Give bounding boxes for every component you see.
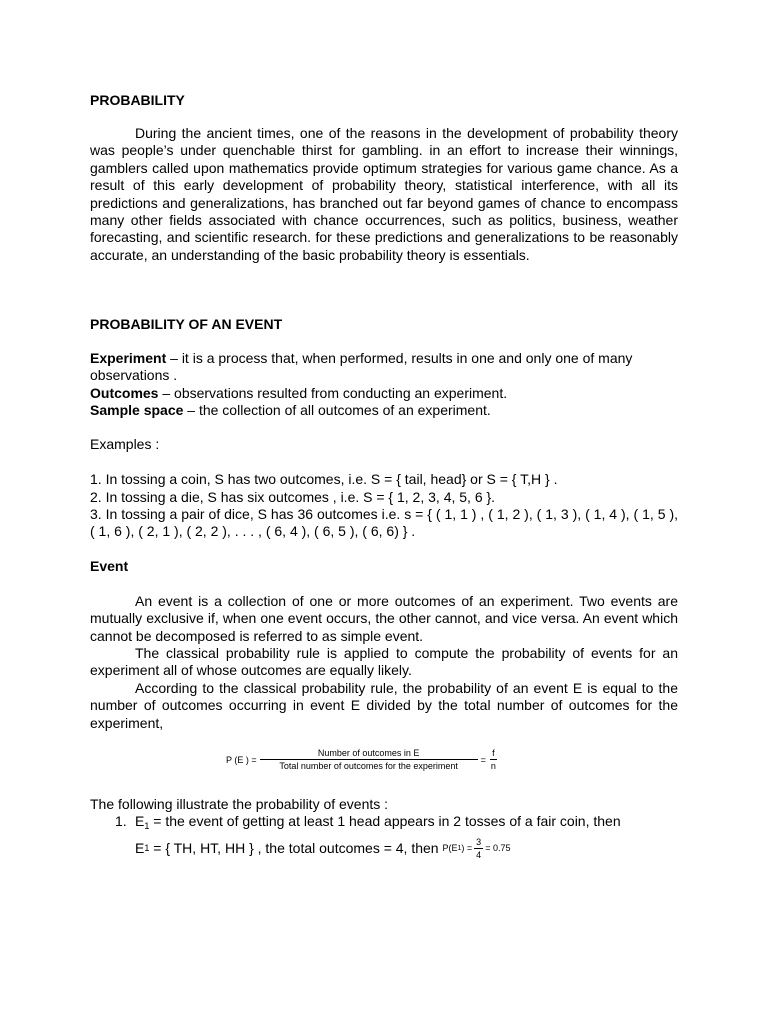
result-subscript: 1 bbox=[457, 844, 462, 852]
examples-label: Examples : bbox=[90, 436, 160, 452]
example-item: 1. In tossing a coin, S has two outcomes, i.e. S = { tail, head} or S = { T,H } . bbox=[90, 471, 558, 487]
illustration-description: = { TH, HT, HH } , the total outcomes = 4, then bbox=[149, 839, 443, 856]
result-numerator: 3 bbox=[476, 837, 482, 847]
event-symbol: E bbox=[135, 813, 145, 829]
probability-formula bbox=[226, 747, 498, 772]
definition-outcomes bbox=[90, 385, 678, 402]
intro-paragraph: During the ancient times, one of the reasons in the development of probability theory was people’s under quenchable thirst for gambling. in an effort to increase their winnings, gamblers called upon mathematics provide optimum strategies for various game chance. As a result of this early development of probability theory, statistical interference, with all its predictions and generalizations, has branched out far beyond games of chance to encompass many other fields associated with chance occurrences, such as politics, business, weather forecasting, and scientific research. for these predictions and generalizations to be reasonably accurate, an understanding of the basic probability theory is essentials. bbox=[90, 125, 678, 263]
result-equals: ) = bbox=[461, 842, 473, 853]
result-formula bbox=[442, 836, 510, 861]
event-paragraph: According to the classical probability rule, the probability of an event E is equal to the number of outcomes occurring in event E divided by the total number of outcomes for the experiment, bbox=[90, 680, 678, 731]
definition-experiment bbox=[90, 350, 678, 385]
formula-rhs-fraction bbox=[489, 747, 498, 772]
definition-text: – it is a process that, when performed, results in one and only one of many observations . bbox=[90, 350, 633, 384]
definition-term: Sample space bbox=[90, 402, 184, 418]
formula-rhs-numerator: f bbox=[492, 748, 495, 758]
page-title: PROBABILITY bbox=[90, 92, 185, 108]
result-denominator: 4 bbox=[476, 850, 482, 860]
formula-lhs: P (E ) = bbox=[226, 754, 257, 765]
example-item: 2. In tossing a die, S has six outcomes , i.e. S = { 1, 2, 3, 4, 5, 6 }. bbox=[90, 489, 496, 505]
illustrate-intro: The following illustrate the probability of events : bbox=[90, 796, 389, 812]
definition-text: – observations resulted from conducting an experiment. bbox=[158, 385, 508, 401]
section-heading-probability-of-event: PROBABILITY OF AN EVENT bbox=[90, 316, 283, 332]
definition-sample-space bbox=[90, 402, 678, 419]
definition-text: – the collection of all outcomes of an experiment. bbox=[183, 402, 491, 418]
event-subscript: 1 bbox=[144, 842, 150, 853]
example-item: 3. In tossing a pair of dice, S has 36 outcomes i.e. s = { ( 1, 1 ) , ( 1, 2 ), ( 1, 3 ), ( 1, 4 ), ( 1, 5 ), ( 1, 6 ), ( 2, 1 ), ( 2, 2 ), . . . , ( 6, 4 ), ( 6, 5 ), ( 6, 6) } . bbox=[90, 506, 678, 540]
formula-denominator: Total number of outcomes for the experiment bbox=[279, 761, 458, 771]
formula-numerator: Number of outcomes in E bbox=[260, 747, 478, 760]
result-fraction bbox=[474, 836, 483, 861]
illustration-description: = the event of getting at least 1 head appears in 2 tosses of a fair coin, then bbox=[149, 813, 621, 829]
definition-term: Experiment bbox=[90, 350, 167, 366]
event-paragraph: The classical probability rule is applied to compute the probability of events for an experiment all of whose outcomes are equally likely. bbox=[90, 645, 678, 679]
illustration-text bbox=[135, 836, 510, 861]
formula-rhs-denominator: n bbox=[490, 761, 496, 771]
formula-fraction bbox=[260, 747, 478, 772]
event-heading: Event bbox=[90, 558, 129, 574]
formula-equals: = bbox=[480, 754, 486, 765]
definition-term: Outcomes bbox=[90, 385, 159, 401]
list-number: 1. bbox=[115, 813, 127, 829]
event-paragraph: An event is a collection of one or more outcomes of an experiment. Two events are mutually exclusive if, when one event occurs, the other cannot, and vice versa. An event which cannot be decomposed is referred to as simple event. bbox=[90, 593, 678, 644]
illustration-text bbox=[135, 813, 621, 835]
result-value: = 0.75 bbox=[485, 842, 511, 853]
result-lhs: P(E bbox=[442, 842, 458, 853]
event-symbol: E bbox=[135, 839, 145, 856]
event-subscript: 1 bbox=[144, 821, 150, 831]
